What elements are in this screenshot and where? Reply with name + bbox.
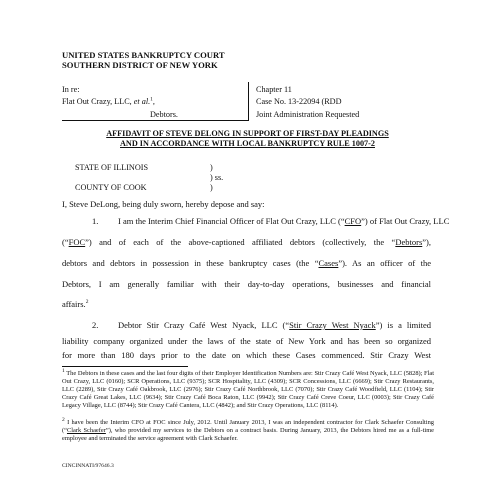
caption-case-number: Case No. 13-22094 (RDD xyxy=(256,97,342,106)
footnote-2 xyxy=(62,416,434,443)
p1-l2-text-a: (“ xyxy=(62,237,69,247)
p1-l5-text: affairs. xyxy=(62,299,86,309)
p1-l3-text-b: ”). As an officer of the xyxy=(338,258,431,268)
defined-term-foc: FOC xyxy=(68,237,86,247)
paragraph-2-line-1 xyxy=(118,320,431,330)
footnote-2-mark: 2 xyxy=(62,416,65,423)
p2-l3-text: for more than 180 days prior to the date on which these Cases commenced. Stir Crazy West xyxy=(62,350,431,360)
caption-debtor xyxy=(62,97,155,106)
footnote-ref-1: 1 xyxy=(150,96,153,103)
caption-joint-administration: Joint Administration Requested xyxy=(256,110,360,119)
defined-term-stir-crazy-west-nyack: Stir Crazy West Nyack xyxy=(289,320,376,330)
p1-l2-text-b: ”) and of each of the above-captioned affiliated debtors (collectively, the “ xyxy=(85,237,396,247)
caption-comma: , xyxy=(152,97,155,106)
footnote-1-text: The Debtors in these cases and the last four digits of their Employer Identification Numbers are: Stir Crazy Café West Nyack, LLC (5828); Flat Out Crazy, LLC (0160); SCR Operations, LLC (9375); SCR Hospitality, LLC (4309); SCR Concessions, LLC (6669); Stir Crazy Restaurants, LLC (2289), Stir Crazy Café Oakbrook, LLC (2976); Stir Crazy Café Northbrook, LLC (7070); Stir Crazy Café Woodfield, LLC (1104); Stir Crazy Café Great Lakes, LLC (9634); Stir Crazy Café Boca Raton, LLC (9942); Stir Crazy Café Creve Coeur, LLC (0003); Stir Crazy Café Legacy Village, LLC (8744); Stir Crazy Café Cantera, LLC (4842); and Stir Crazy Operations, LLC (8114). xyxy=(62,370,434,410)
p2-l1-text-b: ”) is a limited xyxy=(375,320,431,330)
paragraph-1-line-5 xyxy=(62,299,431,309)
document-title-line1: AFFIDAVIT OF STEVE DELONG IN SUPPORT OF FIRST-DAY PLEADINGS xyxy=(106,129,389,138)
paragraph-1-number: 1. xyxy=(92,216,99,226)
p1-l1-text-b: ”) of Flat Out Crazy, LLC xyxy=(361,216,450,226)
p2-l1-text-a: Debtor Stir Crazy Café West Nyack, LLC (“ xyxy=(118,320,290,330)
footnote-1 xyxy=(62,367,434,410)
caption-chapter: Chapter 11 xyxy=(256,85,292,94)
footnote-ref-2: 2 xyxy=(85,299,89,306)
venue-paren-ss: ) ss. xyxy=(210,173,224,182)
footnote-separator xyxy=(62,366,188,367)
defined-term-debtors: Debtors xyxy=(395,237,423,247)
p1-l2-text-c: ”), xyxy=(422,237,431,247)
paragraph-1-line-3 xyxy=(62,258,431,268)
venue-paren-1: ) xyxy=(210,163,213,172)
defined-term-cfo: CFO xyxy=(344,216,362,226)
venue-paren-3: ) xyxy=(210,183,213,192)
footnote-1-mark: 1 xyxy=(62,367,65,374)
paragraph-1-line-1 xyxy=(118,216,450,226)
venue-county: COUNTY OF COOK xyxy=(75,183,147,192)
caption-debtor-name: Flat Out Crazy, LLC, xyxy=(62,97,132,106)
caption-debtors-label: Debtors. xyxy=(150,110,178,119)
paragraph-1-line-2 xyxy=(62,237,431,247)
affiant-intro: I, Steve DeLong, being duly sworn, hereby depose and say: xyxy=(62,199,265,209)
footnote-2-text-a: I have been the Interim CFO at FOC since July, 2012. Until January 2013, I was an independent contractor for Clark Schaefer Consulting (“ xyxy=(62,419,434,435)
caption-et-al: et al. xyxy=(133,97,151,106)
footnote-2-text-b: ”), who provided my services to the Debtors on a contract basis. During January, 2013, the Debtors hired me as a full-time employee and terminated the service agreement with Clark Schaefer. xyxy=(62,427,434,443)
paragraph-1-line-4: Debtors, I am generally familiar with their day-to-day operations, businesses and financial xyxy=(62,279,431,289)
defined-term-cases: Cases xyxy=(318,258,339,268)
document-title-line2: AND IN ACCORDANCE WITH LOCAL BANKRUPTCY RULE 1007-2 xyxy=(120,139,375,148)
venue-state: STATE OF ILLINOIS xyxy=(75,163,149,172)
defined-term-clark-schaefer: Clark Schaefer xyxy=(66,427,106,435)
caption-horizontal-rule xyxy=(62,120,249,121)
paragraph-2-line-2: liability company organized under the laws of the state of New York and has been so organized xyxy=(62,336,431,346)
p1-l1-text-a: I am the Interim Chief Financial Officer of Flat Out Crazy, LLC (“ xyxy=(118,216,345,226)
court-name: UNITED STATES BANKRUPTCY COURT xyxy=(62,50,225,60)
document-footer-id: CINCINNATI/97646.3 xyxy=(62,463,114,469)
paragraph-2-line-3 xyxy=(62,350,431,360)
caption-vertical-rule xyxy=(248,82,249,120)
court-district: SOUTHERN DISTRICT OF NEW YORK xyxy=(62,60,218,70)
p1-l3-text-a: debtors and debtors in possession in these bankruptcy cases (the “ xyxy=(62,258,319,268)
paragraph-2-number: 2. xyxy=(92,320,99,330)
caption-in-re: In re: xyxy=(62,85,80,94)
